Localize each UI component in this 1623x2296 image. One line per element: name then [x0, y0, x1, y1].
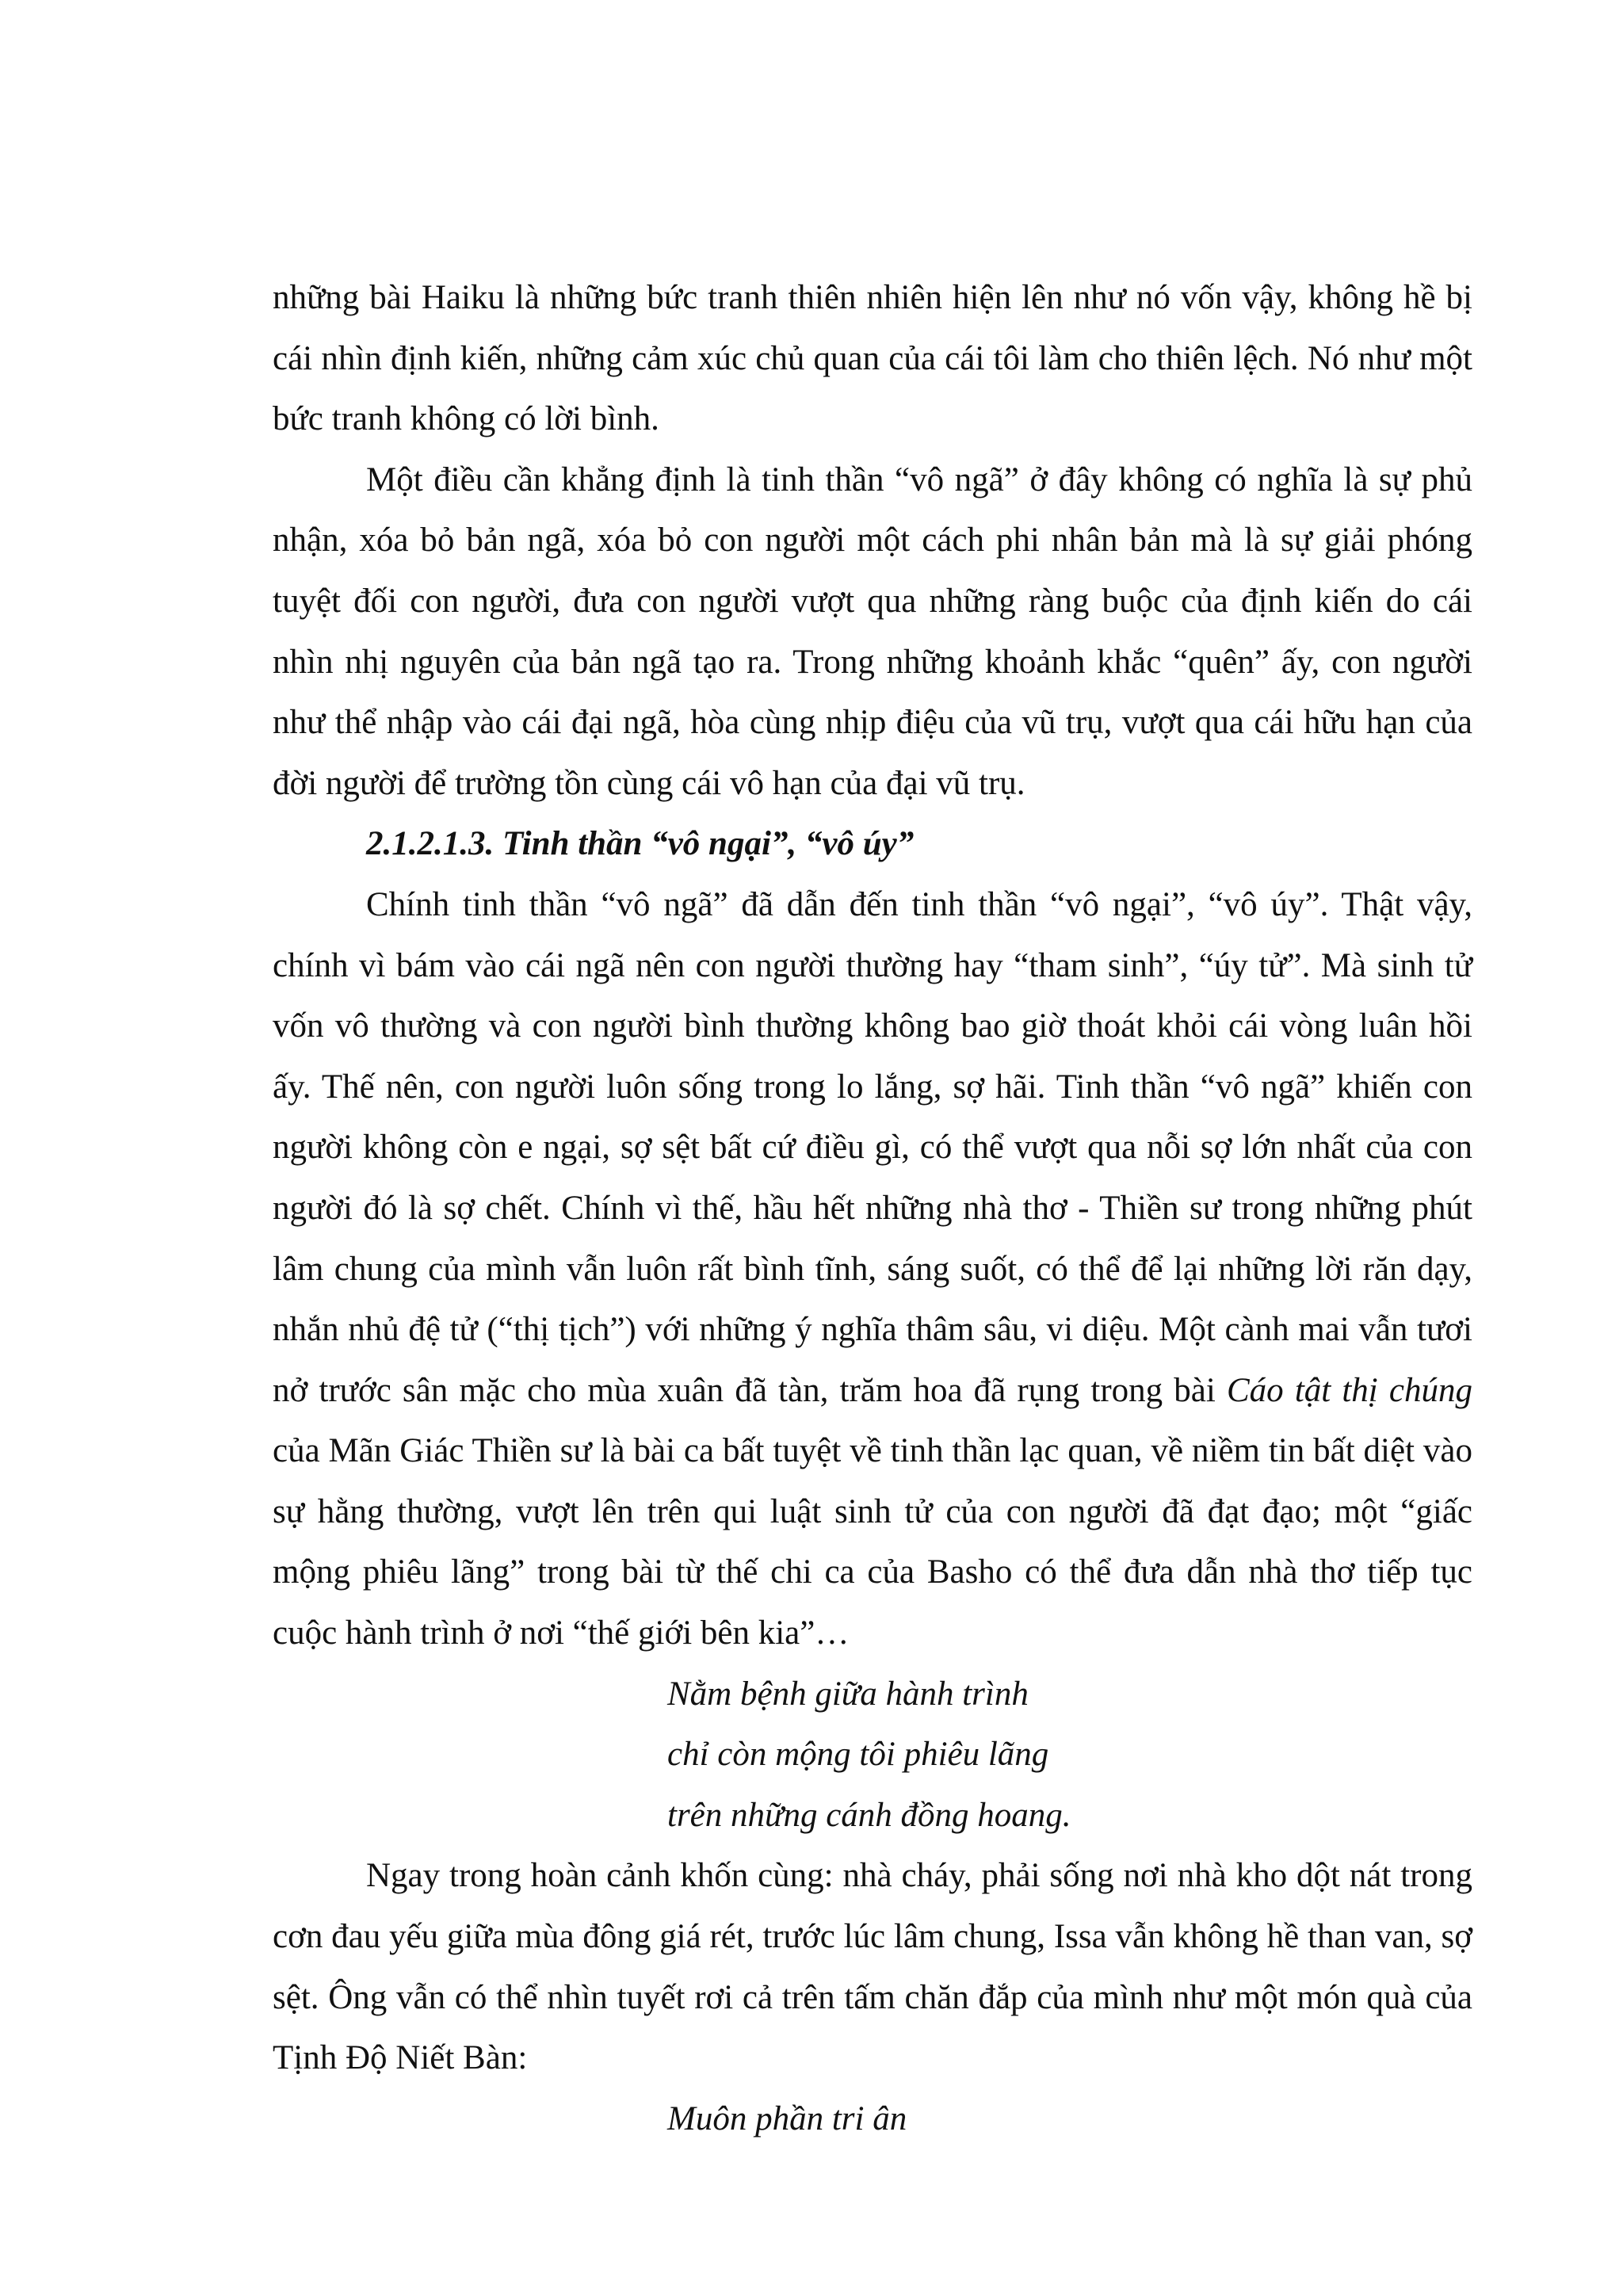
- paragraph-vo-ngai-vo-uy: [273, 875, 1472, 1664]
- document-body: [273, 268, 1472, 2149]
- poem-title-cao-tat-thi-chung: Cáo tật thị chúng: [1226, 1371, 1472, 1409]
- issa-poem: [273, 2089, 1472, 2150]
- paragraph-issa: Ngay trong hoàn cảnh khốn cùng: nhà cháy, phải sống nơi nhà kho dột nát trong cơn đau yếu giữa mùa đông giá rét, trước lúc lâm chung, Issa vẫn không hề than van, sợ sệt. Ông vẫn có thể nhìn tuyết rơi cả trên tấm chăn đắp của mình như một món quà của Tịnh Độ Niết Bàn:: [273, 1857, 1472, 2077]
- poem-line: Muôn phần tri ân: [667, 2099, 907, 2137]
- paragraph-text-part-1: Chính tinh thần “vô ngã” đã dẫn đến tinh thần “vô ngại”, “vô úy”. Thật vậy, chính vì bám vào cái ngã nên con người thường hay “tham sinh”, “úy tử”. Mà sinh tử vốn vô thường và con người bình thường không bao giờ thoát khỏi cái vòng luân hồi ấy. Thế nên, con người luôn sống trong lo lắng, sợ hãi. Tinh thần “vô ngã” khiến con người không còn e ngại, sợ sệt bất cứ điều gì, có thể vượt qua nỗi sợ lớn nhất của con người đó là sợ chết. Chính vì thế, hầu hết những nhà thơ - Thiền sư trong những phút lâm chung của mình vẫn luôn rất bình tĩnh, sáng suốt, có thể để lại những lời răn dạy, nhắn nhủ đệ tử (“thị tịch”) với những ý nghĩa thâm sâu, vi diệu. Một cành mai vẫn tươi nở trước sân mặc cho mùa xuân đã tàn, trăm hoa đã rụng trong bài: [273, 885, 1472, 1409]
- section-heading: 2.1.2.1.3. Tinh thần “vô ngại”, “vô úy”: [366, 825, 915, 863]
- paragraph-haiku-description: những bài Haiku là những bức tranh thiên nhiên hiện lên như nó vốn vậy, không hề bị cái nhìn định kiến, những cảm xúc chủ quan của cái tôi làm cho thiên lệch. Nó như một bức tranh không có lời bình.: [273, 279, 1472, 438]
- poem-line: Nằm bệnh giữa hành trình: [667, 1675, 1029, 1713]
- basho-poem: [273, 1664, 1472, 1847]
- poem-line: chỉ còn mộng tôi phiêu lãng: [667, 1736, 1049, 1774]
- poem-line: trên những cánh đồng hoang.: [667, 1796, 1071, 1834]
- paragraph-text-part-2: của Mãn Giác Thiền sư là bài ca bất tuyệt về tinh thần lạc quan, về niềm tin bất diệt vào sự hằng thường, vượt lên trên qui luật sinh tử của con người đã đạt đạo; một “giấc mộng phiêu lãng” trong bài từ thế chi ca của Basho có thể đưa dẫn nhà thơ tiếp tục cuộc hành trình ở nơi “thế giới bên kia”…: [273, 1432, 1472, 1652]
- paragraph-vo-nga-meaning: Một điều cần khẳng định là tinh thần “vô ngã” ở đây không có nghĩa là sự phủ nhận, xóa bỏ bản ngã, xóa bỏ con người một cách phi nhân bản mà là sự giải phóng tuyệt đối con người, đưa con người vượt qua những ràng buộc của định kiến do cái nhìn nhị nguyên của bản ngã tạo ra. Trong những khoảnh khắc “quên” ấy, con người như thể nhập vào cái đại ngã, hòa cùng nhịp điệu của vũ trụ, vượt qua cái hữu hạn của đời người để trường tồn cùng cái vô hạn của đại vũ trụ.: [273, 460, 1472, 802]
